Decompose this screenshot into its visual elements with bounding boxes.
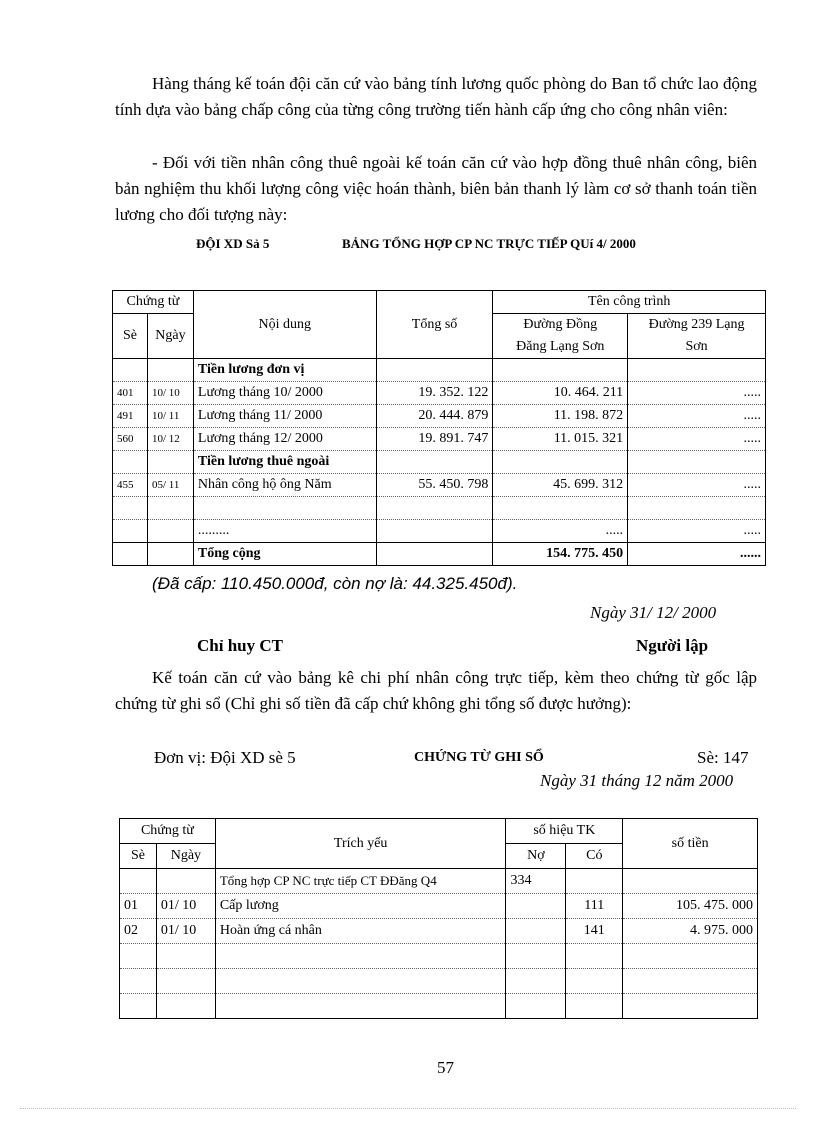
v-header-chung-tu: Chứng từ [120, 819, 216, 844]
paragraph-3: Kế toán căn cứ vào bảng kê chi phí nhân công trực tiếp, kèm theo chứng từ gốc lập chứng từ ghi sổ (Chỉ ghi số tiền đã cấp chứ không ghi tổng số được hưởng): [115, 668, 757, 713]
header-ct1-line2: Đăng Lạng Sơn [493, 336, 628, 359]
header-ct1-line1: Đường Đồng [493, 314, 628, 337]
table-row: 401 10/ 10 Lương tháng 10/ 2000 19. 352. 122 10. 464. 211 ..... [113, 382, 766, 405]
header-ngay: Ngày [147, 314, 193, 359]
v-header-trich-yeu: Trích yếu [215, 819, 506, 869]
v-header-ngay: Ngày [156, 844, 215, 869]
table-row: 02 01/ 10 Hoàn ứng cá nhân 141 4. 975. 000 [120, 919, 758, 944]
v-header-so-tien: số tiền [623, 819, 758, 869]
voucher-title: CHỨNG TỪ GHI SỔ [414, 750, 544, 765]
header-ct2-line2: Sơn [628, 336, 766, 359]
header-ct2-line1: Đường 239 Lạng [628, 314, 766, 337]
v-header-so-hieu-tk: số hiệu TK [506, 819, 623, 844]
table-row: ......... ..... ..... [113, 520, 766, 543]
header-so: Sè [113, 314, 148, 359]
v-header-co: Có [566, 844, 623, 869]
table-row [120, 994, 758, 1019]
page-divider [20, 1108, 796, 1109]
table-row: Tiền lương đơn vị [113, 359, 766, 382]
table-row: Tổng hợp CP NC trực tiếp CT ĐĐăng Q4 334 [120, 869, 758, 894]
cost-summary-table [112, 290, 766, 566]
voucher-unit: Đơn vị: Đội XD sè 5 [154, 748, 296, 767]
total-row: Tổng cộng 154. 775. 450 ...... [113, 543, 766, 566]
header-noi-dung: Nội dung [193, 291, 376, 359]
table1-unit: ĐỘI XD Sả 5 [196, 236, 270, 251]
table-row [120, 944, 758, 969]
signature-right: Người lập [636, 636, 709, 655]
voucher-number: Sè: 147 [697, 748, 749, 767]
date-line: Ngày 31/ 12/ 2000 [590, 603, 717, 622]
header-tong-so: Tổng số [376, 291, 493, 359]
table-row: 01 01/ 10 Cấp lương 111 105. 475. 000 [120, 894, 758, 919]
page-number: 57 [437, 1058, 454, 1077]
header-chung-tu: Chứng từ [113, 291, 194, 314]
table-row [113, 497, 766, 520]
table-row: 491 10/ 11 Lương tháng 11/ 2000 20. 444. 879 11. 198. 872 ..... [113, 405, 766, 428]
paragraph-2: - Đối với tiền nhân công thuê ngoài kế toán căn cứ vào hợp đồng thuê nhân công, biên bản nghiệm thu khối lượng công việc hoán thành, biên bản thanh lý làm cơ sở thanh toán tiền lương cho đối tượng này: [115, 153, 757, 224]
table-row: 455 05/ 11 Nhân công hộ ông Năm 55. 450. 798 45. 699. 312 ..... [113, 474, 766, 497]
paragraph-1: Hàng tháng kế toán đội căn cứ vào bảng tính lương quốc phòng do Ban tổ chức lao động tính dựa vào bảng chấp công của từng công trường tiến hành cấp ứng cho công nhân viên: [115, 74, 757, 119]
table1-title: BẢNG TỔNG HỢP CP NC TRỰC TIẾP QUí 4/ 2000 [342, 236, 636, 251]
payment-note: (Đã cấp: 110.450.000đ, còn nợ là: 44.325.450đ). [152, 574, 518, 593]
signature-left: Chỉ huy CT [197, 636, 283, 655]
v-header-no: Nợ [506, 844, 566, 869]
voucher-table [119, 818, 758, 1019]
table-row [120, 969, 758, 994]
table-row: 560 10/ 12 Lương tháng 12/ 2000 19. 891. 747 11. 015. 321 ..... [113, 428, 766, 451]
table-row: Tiền lương thuê ngoài [113, 451, 766, 474]
voucher-date: Ngày 31 tháng 12 năm 2000 [540, 771, 734, 790]
header-ten-cong-trinh: Tên công trình [493, 291, 766, 314]
v-header-so: Sè [120, 844, 157, 869]
